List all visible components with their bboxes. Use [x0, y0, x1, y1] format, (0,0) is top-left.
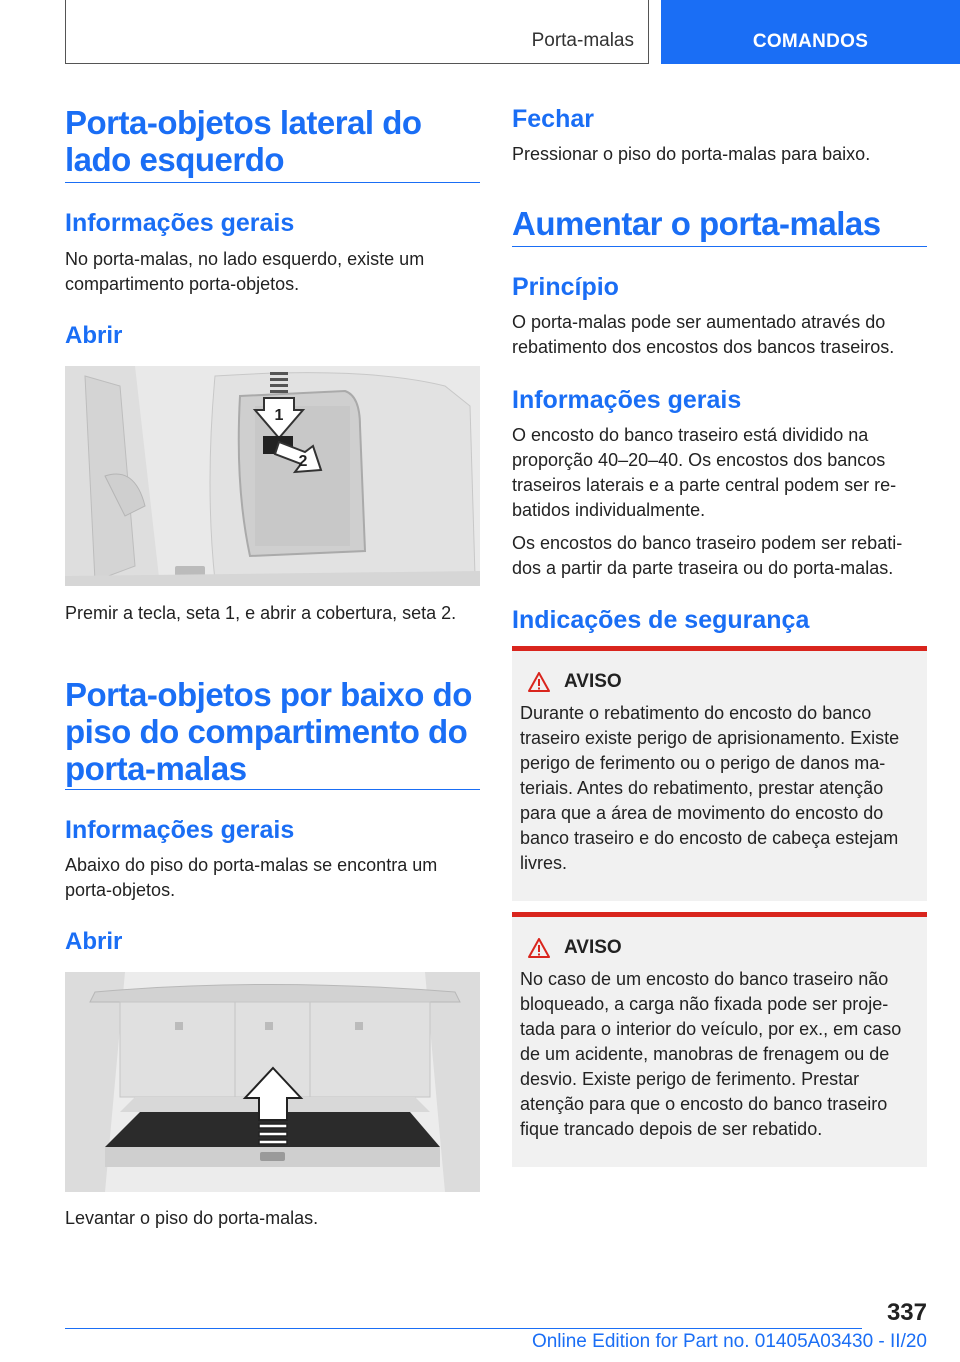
heading-side-storage-text: Porta-objetos lateral do lado esquerdo	[65, 104, 422, 178]
warning-text-2: No caso de um encosto do banco traseiro não bloqueado, a carga não fixada pode ser proje-tada para o interior do veículo, por ex., em caso de um acidente, manobras de frenagem ou de desvio. Existe perigo de ferimento. Prestar atenção para que o encosto do banco traseiro fique trancado depois de ser rebatido.	[520, 969, 902, 1139]
subheading-general-info-2: Informações gerais	[65, 816, 295, 844]
subheading-principle: Princípio	[512, 273, 619, 301]
footer-divider	[65, 1328, 862, 1329]
warning-label-1: AVISO	[564, 671, 622, 692]
chapter-tab	[661, 0, 960, 64]
warning-label-2: AVISO	[564, 937, 622, 958]
arrow-label-2: 2	[298, 453, 308, 470]
header-section-title: Porta-malas	[531, 30, 634, 51]
subheading-general-info-3: Informações gerais	[512, 386, 742, 414]
general-info-text-2: Abaixo do piso do porta-malas se encontra um porta-objetos.	[65, 855, 438, 900]
close-text: Pressionar o piso do porta-malas para baixo.	[512, 144, 871, 164]
chapter-tab-label: COMANDOS	[752, 31, 869, 52]
warning-text-1: Durante o rebatimento do encosto do banco traseiro existe perigo de aprisionamento. Existe perigo de ferimento ou o perigo de danos ma-teriais. Antes do rebatimento, prestar atenção para que a área de movimento do encosto do banco traseiro e do encosto de cabeça estejam livres.	[520, 703, 900, 873]
subheading-open-2: Abrir	[65, 928, 123, 955]
arrow-label-1: 1	[274, 407, 284, 424]
underfloor-storage-drawing	[65, 972, 480, 1192]
subheading-safety: Indicações de segurança	[512, 606, 810, 634]
heading-underfloor-storage	[65, 676, 480, 790]
header-bar	[65, 0, 649, 64]
warning-triangle-icon	[528, 938, 550, 958]
subheading-close: Fechar	[512, 105, 594, 133]
page-number: 337	[886, 1299, 927, 1326]
subheading-general-info: Informações gerais	[65, 209, 295, 237]
heading-enlarge-trunk-text: Aumentar o porta-malas	[512, 205, 881, 242]
caption-underfloor-storage: Levantar o piso do porta-malas.	[65, 1208, 319, 1228]
general-info-text: No porta-malas, no lado esquerdo, existe um compartimento porta-objetos.	[65, 249, 425, 294]
caption-side-storage: Premir a tecla, seta 1, e abrir a cobertura, seta 2.	[65, 603, 457, 623]
subheading-open: Abrir	[65, 322, 123, 349]
underfloor-storage-illustration	[65, 972, 480, 1192]
heading-enlarge-trunk	[512, 205, 927, 247]
footer-edition: Online Edition for Part no. 01405A03430 - II/20	[531, 1331, 927, 1352]
heading-side-storage	[65, 104, 480, 183]
general-info-text-4: Os encostos do banco traseiro podem ser rebati-dos a partir da parte traseira ou do porta-malas.	[512, 533, 903, 578]
heading-underfloor-storage-text: Porta-objetos por baixo do piso do compartimento do porta-malas	[65, 676, 472, 787]
principle-text: O porta-malas pode ser aumentado através do rebatimento dos encostos dos bancos traseiros.	[512, 312, 895, 357]
warning-box-1	[512, 646, 927, 901]
side-storage-illustration	[65, 366, 480, 586]
side-storage-drawing	[65, 366, 480, 586]
warning-triangle-icon	[528, 672, 550, 692]
warning-box-2	[512, 912, 927, 1167]
general-info-text-3: O encosto do banco traseiro está dividido na proporção 40–20–40. Os encostos dos bancos traseiros laterais e a parte central podem ser re-batidos individualmente.	[512, 425, 897, 520]
